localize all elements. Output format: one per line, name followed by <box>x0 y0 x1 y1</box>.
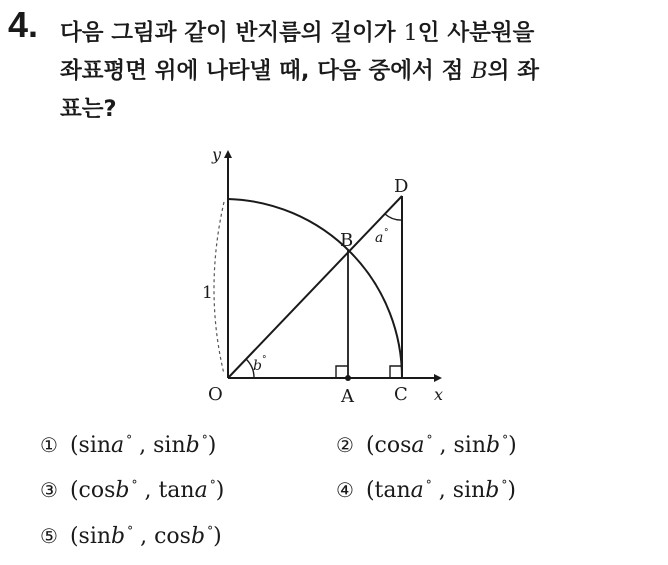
choice-4[interactable] <box>336 478 516 503</box>
choice-text: b <box>486 433 501 458</box>
choice-text: ) <box>213 524 222 549</box>
angle-b-label: b <box>253 358 262 374</box>
choice-text: tan <box>374 478 411 503</box>
degree-symbol: ° <box>502 433 509 447</box>
choice-marker: ⑤ <box>40 524 58 548</box>
y-axis-arrow <box>224 150 232 158</box>
choice-text: , <box>431 478 453 503</box>
choice-text: , <box>137 478 159 503</box>
choice-marker: ② <box>336 433 354 457</box>
label-radius: 1 <box>202 283 213 303</box>
choice-text: ( <box>69 433 79 458</box>
choice-2[interactable] <box>336 433 517 458</box>
choice-text: sin <box>153 433 186 458</box>
stem-variable: B <box>471 58 488 84</box>
choice-text: ) <box>507 478 516 503</box>
choice-text: cos <box>78 478 116 503</box>
stem-text: 다음 그림과 같이 반지름의 길이가 <box>60 20 404 46</box>
angle-a-label: a <box>375 230 384 246</box>
right-angle-C <box>390 366 402 378</box>
stem-text: 의 좌 <box>487 58 540 84</box>
quarter-circle-figure <box>190 142 460 412</box>
question-stem <box>60 14 660 128</box>
choice-text: , <box>132 433 154 458</box>
choice-marker: ③ <box>40 478 58 502</box>
point-A-dot <box>345 375 351 381</box>
x-axis-arrow <box>434 374 442 382</box>
choice-text: b <box>190 524 206 549</box>
stem-number: 1 <box>403 20 418 46</box>
degree-symbol: ° <box>127 524 134 538</box>
radius-brace <box>214 202 224 374</box>
choice-text: tan <box>158 478 195 503</box>
choice-3[interactable] <box>40 478 224 503</box>
choice-text: b <box>485 478 500 503</box>
choice-text: , <box>432 433 454 458</box>
choice-text: a <box>410 478 424 503</box>
label-D: D <box>394 176 409 197</box>
choice-text: sin <box>78 433 112 458</box>
label-A: A <box>341 386 354 407</box>
choice-text: ( <box>69 524 79 549</box>
degree-symbol: ° <box>425 478 432 492</box>
figure-svg <box>190 142 460 412</box>
choice-text: ) <box>508 433 517 458</box>
angle-b-degree: ° <box>262 355 267 365</box>
label-O: O <box>208 384 223 405</box>
stem-line-2 <box>60 52 660 90</box>
degree-symbol: ° <box>501 478 508 492</box>
choice-5[interactable] <box>40 524 222 549</box>
question-number: 4. <box>8 4 39 45</box>
choice-text: ) <box>207 433 217 458</box>
choice-text: ( <box>69 478 79 503</box>
label-C: C <box>394 384 408 405</box>
choice-text: a <box>194 478 208 503</box>
degree-symbol: ° <box>209 478 216 492</box>
choice-text: b <box>115 478 130 503</box>
choice-text: ) <box>215 478 225 503</box>
choice-text: sin <box>452 478 486 503</box>
choice-text: b <box>185 433 200 458</box>
choice-text: a <box>411 433 425 458</box>
choice-text: cos <box>154 524 191 549</box>
label-B: B <box>340 230 354 251</box>
choice-text: ( <box>365 478 375 503</box>
choice-1[interactable] <box>40 433 216 458</box>
angle-a-degree: ° <box>384 228 389 238</box>
y-axis-label: y <box>212 145 222 164</box>
stem-text: 인 사분원을 <box>417 20 535 46</box>
choice-text: , <box>133 524 155 549</box>
choice-text: ( <box>365 433 375 458</box>
degree-symbol: ° <box>131 478 138 492</box>
degree-symbol: ° <box>207 524 214 538</box>
choice-text: sin <box>78 524 112 549</box>
degree-symbol: ° <box>126 433 133 447</box>
choice-marker: ① <box>40 433 58 457</box>
choice-text: cos <box>374 433 412 458</box>
degree-symbol: ° <box>201 433 208 447</box>
choice-text: a <box>111 433 125 458</box>
stem-line-3: 표는? <box>60 96 117 122</box>
stem-line-1 <box>60 14 660 52</box>
angle-a-arc <box>385 214 402 220</box>
degree-symbol: ° <box>426 433 433 447</box>
choice-text: sin <box>453 433 486 458</box>
choice-marker: ④ <box>336 478 354 502</box>
stem-text: 좌표평면 위에 나타낼 때, 다음 중에서 점 <box>60 58 472 84</box>
choice-text: b <box>111 524 126 549</box>
x-axis-label: x <box>434 385 444 404</box>
